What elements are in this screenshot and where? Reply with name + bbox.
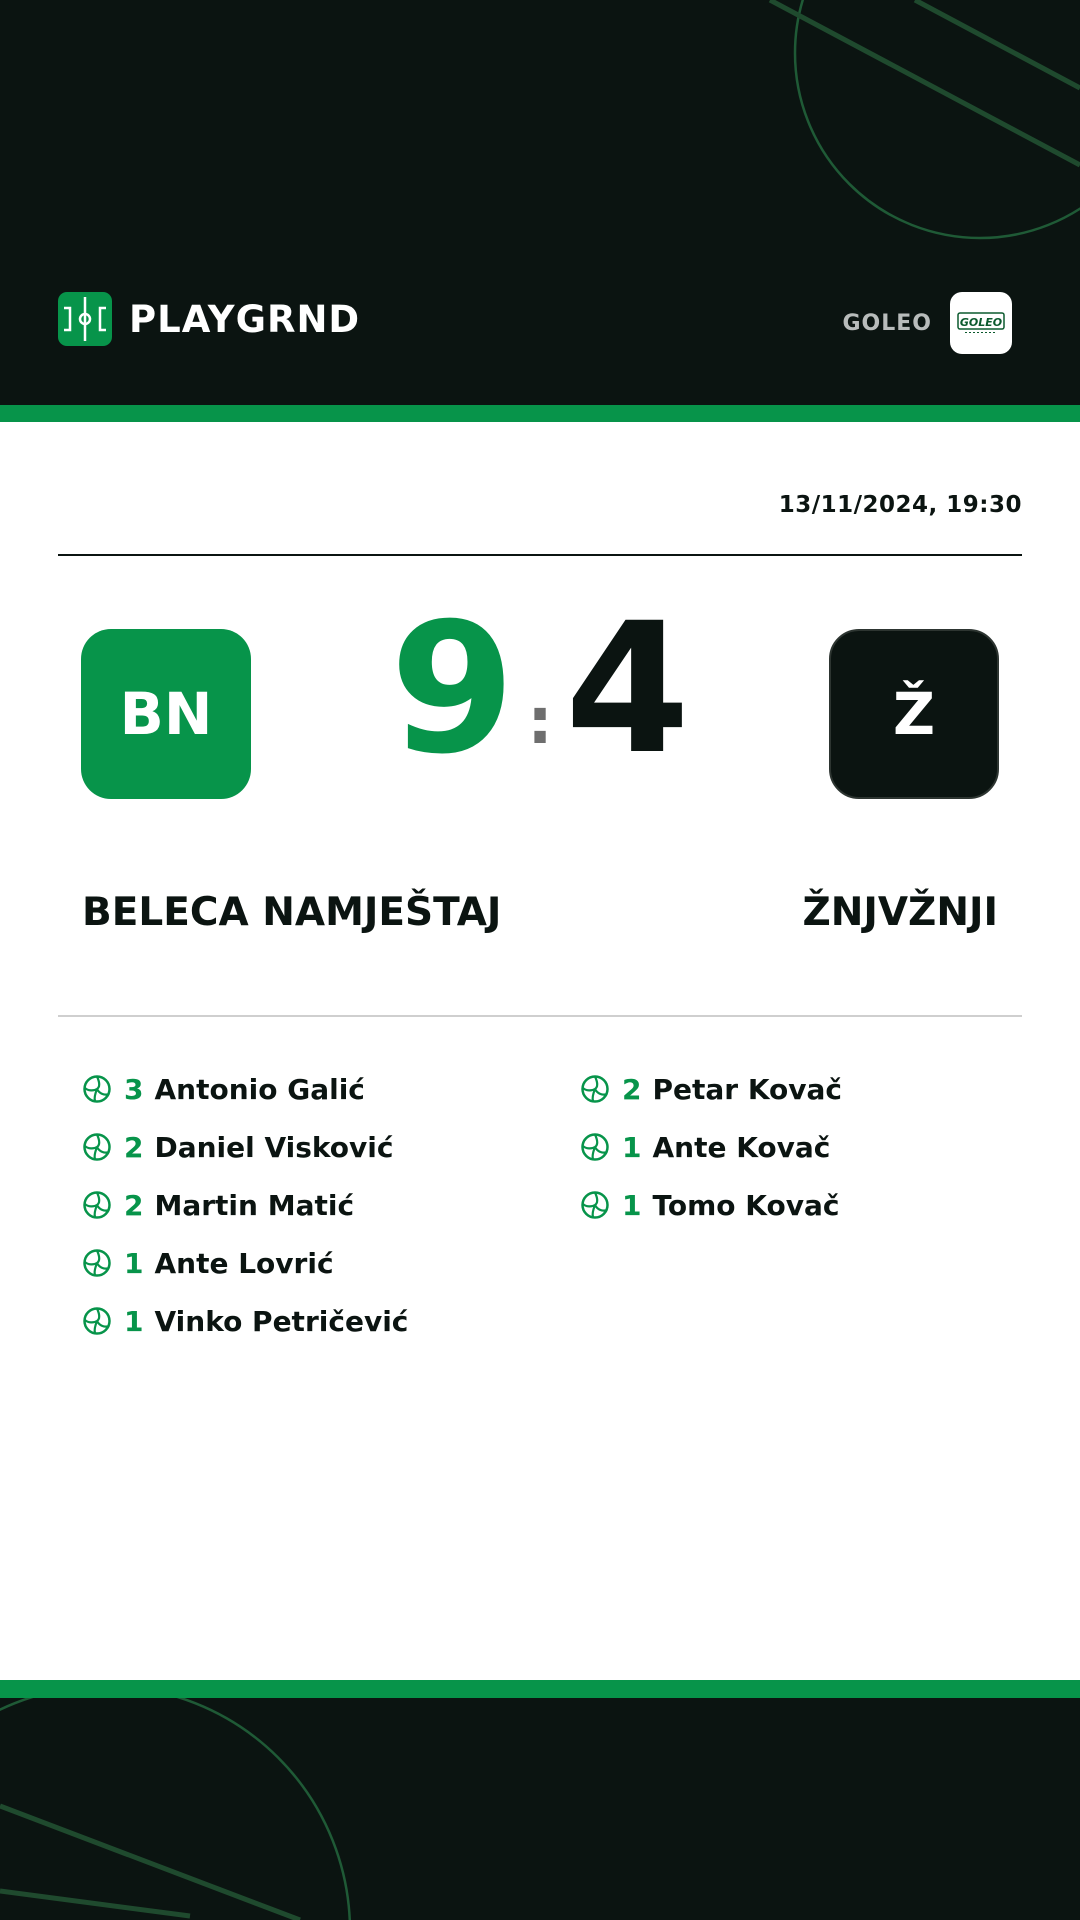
scorer-row [82,1234,542,1292]
home-scorers-list [82,1060,542,1350]
player-name: Ante Kovač [652,1130,831,1164]
scorer-row [82,1292,542,1350]
pitch-icon [58,292,112,346]
goal-count: 1 [622,1130,642,1164]
scorer-row [82,1118,542,1176]
partner-logo [950,292,1012,354]
divider [58,1015,1022,1017]
scorer-row [82,1176,542,1234]
player-name: Martin Matić [154,1188,355,1222]
footer-band [0,1698,1080,1920]
home-team-badge: BN [81,629,251,799]
goal-count: 3 [124,1072,144,1106]
partner-logo-text: GOLEO [959,316,1003,329]
soccer-ball-icon [580,1074,610,1104]
player-name: Petar Kovač [652,1072,843,1106]
divider [58,554,1022,556]
home-score: 9 [389,585,516,794]
soccer-ball-icon [82,1074,112,1104]
player-name: Daniel Visković [154,1130,394,1164]
soccer-ball-icon [82,1248,112,1278]
brand-name: PLAYGRND [129,297,361,341]
scorer-row [580,1060,1040,1118]
pitch-decoration [0,1698,1080,1920]
brand [58,291,360,347]
soccer-ball-icon [82,1132,112,1162]
partner-name: GOLEO [842,310,932,336]
scorer-row [82,1060,542,1118]
score-separator: : [527,685,553,759]
accent-stripe-bottom [0,1680,1080,1698]
goal-count: 2 [622,1072,642,1106]
soccer-ball-icon [82,1190,112,1220]
goal-count: 1 [622,1188,642,1222]
match-datetime: 13/11/2024, 19:30 [778,492,1022,518]
soccer-ball-icon [580,1132,610,1162]
goal-count: 2 [124,1188,144,1222]
accent-stripe-top [0,405,1080,422]
player-name: Tomo Kovač [652,1188,840,1222]
player-name: Antonio Galić [154,1072,365,1106]
goal-count: 1 [124,1304,144,1338]
soccer-ball-icon [82,1306,112,1336]
scorer-row [580,1118,1040,1176]
away-team-badge: Ž [829,629,999,799]
away-score: 4 [564,585,691,794]
player-name: Vinko Petričević [154,1304,409,1338]
player-name: Ante Lovrić [154,1246,334,1280]
scorer-row [580,1176,1040,1234]
partner [842,292,1012,354]
away-team-name: ŽNJVŽNJI [802,890,998,935]
goal-count: 1 [124,1246,144,1280]
soccer-ball-icon [580,1190,610,1220]
header-band [0,0,1080,405]
home-team-name: BELECA NAMJEŠTAJ [82,890,502,935]
goal-count: 2 [124,1130,144,1164]
away-scorers-list [580,1060,1040,1234]
